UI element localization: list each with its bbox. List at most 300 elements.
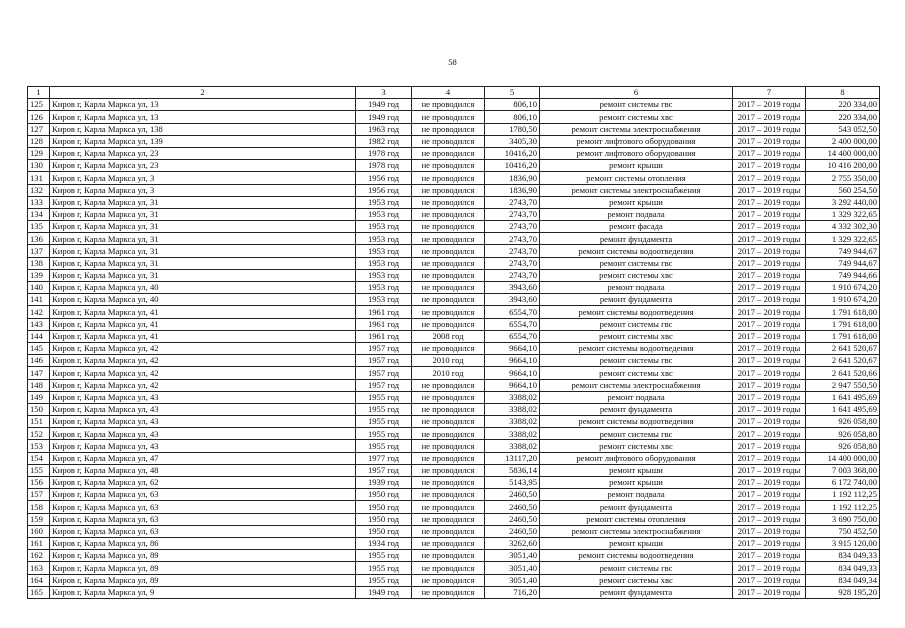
build-year-cell: 1978 год bbox=[356, 147, 412, 159]
area-cell: 3262,60 bbox=[485, 537, 540, 549]
cost-cell: 1 791 618,00 bbox=[806, 318, 880, 330]
table-row bbox=[28, 294, 880, 306]
cost-cell: 2 947 550,50 bbox=[806, 379, 880, 391]
last-repair-cell: не проводился bbox=[412, 111, 485, 123]
table-row bbox=[28, 233, 880, 245]
period-cell: 2017 – 2019 годы bbox=[733, 135, 806, 147]
period-cell: 2017 – 2019 годы bbox=[733, 586, 806, 598]
last-repair-cell: не проводился bbox=[412, 513, 485, 525]
last-repair-cell: не проводился bbox=[412, 257, 485, 269]
build-year-cell: 1953 год bbox=[356, 257, 412, 269]
table-body bbox=[28, 99, 880, 599]
table-row bbox=[28, 318, 880, 330]
table-row bbox=[28, 123, 880, 135]
last-repair-cell: не проводился bbox=[412, 196, 485, 208]
address-cell: Киров г, Карла Маркса ул, 89 bbox=[50, 562, 356, 574]
last-repair-cell: не проводился bbox=[412, 172, 485, 184]
area-cell: 3405,30 bbox=[485, 135, 540, 147]
build-year-cell: 1955 год bbox=[356, 574, 412, 586]
period-cell: 2017 – 2019 годы bbox=[733, 416, 806, 428]
table-row bbox=[28, 574, 880, 586]
row-number: 149 bbox=[28, 391, 50, 403]
build-year-cell: 1955 год bbox=[356, 403, 412, 415]
work-type-cell: ремонт фундамента bbox=[540, 586, 733, 598]
work-type-cell: ремонт системы хвс bbox=[540, 111, 733, 123]
build-year-cell: 1953 год bbox=[356, 245, 412, 257]
cost-cell: 6 172 740,00 bbox=[806, 477, 880, 489]
period-cell: 2017 – 2019 годы bbox=[733, 111, 806, 123]
address-cell: Киров г, Карла Маркса ул, 31 bbox=[50, 233, 356, 245]
work-type-cell: ремонт подвала bbox=[540, 208, 733, 220]
last-repair-cell: не проводился bbox=[412, 318, 485, 330]
cost-cell: 1 910 674,20 bbox=[806, 294, 880, 306]
area-cell: 6554,70 bbox=[485, 318, 540, 330]
cost-cell: 926 058,80 bbox=[806, 416, 880, 428]
area-cell: 2743,70 bbox=[485, 221, 540, 233]
address-cell: Киров г, Карла Маркса ул, 31 bbox=[50, 269, 356, 281]
last-repair-cell: не проводился bbox=[412, 221, 485, 233]
last-repair-cell: не проводился bbox=[412, 245, 485, 257]
build-year-cell: 1953 год bbox=[356, 282, 412, 294]
last-repair-cell: не проводился bbox=[412, 416, 485, 428]
table-row bbox=[28, 135, 880, 147]
build-year-cell: 1953 год bbox=[356, 208, 412, 220]
period-cell: 2017 – 2019 годы bbox=[733, 489, 806, 501]
work-type-cell: ремонт системы электроснабжения bbox=[540, 379, 733, 391]
period-cell: 2017 – 2019 годы bbox=[733, 172, 806, 184]
column-header: 5 bbox=[485, 87, 540, 99]
build-year-cell: 1961 год bbox=[356, 318, 412, 330]
cost-cell: 2 641 520,67 bbox=[806, 342, 880, 354]
cost-cell: 1 192 112,25 bbox=[806, 489, 880, 501]
work-type-cell: ремонт системы водоотведения bbox=[540, 306, 733, 318]
last-repair-cell: не проводился bbox=[412, 574, 485, 586]
period-cell: 2017 – 2019 годы bbox=[733, 269, 806, 281]
table-row bbox=[28, 306, 880, 318]
area-cell: 3388,02 bbox=[485, 403, 540, 415]
column-header: 6 bbox=[540, 87, 733, 99]
area-cell: 3388,02 bbox=[485, 416, 540, 428]
work-type-cell: ремонт системы хвс bbox=[540, 440, 733, 452]
cost-cell: 560 254,50 bbox=[806, 184, 880, 196]
row-number: 128 bbox=[28, 135, 50, 147]
table-row bbox=[28, 501, 880, 513]
last-repair-cell: не проводился bbox=[412, 379, 485, 391]
cost-cell: 1 641 495,69 bbox=[806, 391, 880, 403]
table-row bbox=[28, 221, 880, 233]
build-year-cell: 1957 год bbox=[356, 379, 412, 391]
work-type-cell: ремонт системы отопления bbox=[540, 513, 733, 525]
build-year-cell: 1977 год bbox=[356, 452, 412, 464]
address-cell: Киров г, Карла Маркса ул, 63 bbox=[50, 513, 356, 525]
area-cell: 10416,20 bbox=[485, 160, 540, 172]
address-cell: Киров г, Карла Маркса ул, 31 bbox=[50, 208, 356, 220]
cost-cell: 2 641 520,66 bbox=[806, 367, 880, 379]
row-number: 163 bbox=[28, 562, 50, 574]
period-cell: 2017 – 2019 годы bbox=[733, 221, 806, 233]
area-cell: 2460,50 bbox=[485, 501, 540, 513]
work-type-cell: ремонт лифтового оборудования bbox=[540, 147, 733, 159]
address-cell: Киров г, Карла Маркса ул, 63 bbox=[50, 501, 356, 513]
cost-cell: 14 400 000,00 bbox=[806, 147, 880, 159]
area-cell: 3388,02 bbox=[485, 440, 540, 452]
period-cell: 2017 – 2019 годы bbox=[733, 355, 806, 367]
address-cell: Киров г, Карла Маркса ул, 43 bbox=[50, 403, 356, 415]
row-number: 125 bbox=[28, 99, 50, 111]
area-cell: 3943,60 bbox=[485, 294, 540, 306]
last-repair-cell: не проводился bbox=[412, 269, 485, 281]
last-repair-cell: не проводился bbox=[412, 99, 485, 111]
cost-cell: 749 944,66 bbox=[806, 269, 880, 281]
area-cell: 2743,70 bbox=[485, 208, 540, 220]
address-cell: Киров г, Карла Маркса ул, 23 bbox=[50, 160, 356, 172]
row-number: 144 bbox=[28, 330, 50, 342]
last-repair-cell: не проводился bbox=[412, 562, 485, 574]
row-number: 133 bbox=[28, 196, 50, 208]
row-number: 139 bbox=[28, 269, 50, 281]
column-header: 3 bbox=[356, 87, 412, 99]
period-cell: 2017 – 2019 годы bbox=[733, 160, 806, 172]
period-cell: 2017 – 2019 годы bbox=[733, 318, 806, 330]
cost-cell: 926 058,80 bbox=[806, 428, 880, 440]
row-number: 148 bbox=[28, 379, 50, 391]
last-repair-cell: не проводился bbox=[412, 428, 485, 440]
row-number: 159 bbox=[28, 513, 50, 525]
row-number: 161 bbox=[28, 537, 50, 549]
period-cell: 2017 – 2019 годы bbox=[733, 282, 806, 294]
area-cell: 6554,70 bbox=[485, 306, 540, 318]
build-year-cell: 1956 год bbox=[356, 184, 412, 196]
area-cell: 2460,50 bbox=[485, 489, 540, 501]
row-number: 162 bbox=[28, 550, 50, 562]
cost-cell: 4 332 302,30 bbox=[806, 221, 880, 233]
work-type-cell: ремонт системы водоотведения bbox=[540, 245, 733, 257]
build-year-cell: 1953 год bbox=[356, 269, 412, 281]
area-cell: 3943,60 bbox=[485, 282, 540, 294]
table-row bbox=[28, 367, 880, 379]
address-cell: Киров г, Карла Маркса ул, 41 bbox=[50, 330, 356, 342]
cost-cell: 7 003 368,00 bbox=[806, 464, 880, 476]
row-number: 126 bbox=[28, 111, 50, 123]
period-cell: 2017 – 2019 годы bbox=[733, 440, 806, 452]
area-cell: 9664,10 bbox=[485, 355, 540, 367]
last-repair-cell: не проводился bbox=[412, 208, 485, 220]
area-cell: 13117,20 bbox=[485, 452, 540, 464]
last-repair-cell: не проводился bbox=[412, 452, 485, 464]
period-cell: 2017 – 2019 годы bbox=[733, 501, 806, 513]
build-year-cell: 1949 год bbox=[356, 111, 412, 123]
cost-cell: 3 690 750,00 bbox=[806, 513, 880, 525]
cost-cell: 220 334,00 bbox=[806, 111, 880, 123]
area-cell: 2460,50 bbox=[485, 513, 540, 525]
period-cell: 2017 – 2019 годы bbox=[733, 257, 806, 269]
area-cell: 3388,02 bbox=[485, 428, 540, 440]
build-year-cell: 1955 год bbox=[356, 562, 412, 574]
cost-cell: 749 944,67 bbox=[806, 257, 880, 269]
build-year-cell: 1949 год bbox=[356, 99, 412, 111]
cost-cell: 749 944,67 bbox=[806, 245, 880, 257]
address-cell: Киров г, Карла Маркса ул, 9 bbox=[50, 586, 356, 598]
build-year-cell: 1950 год bbox=[356, 513, 412, 525]
address-cell: Киров г, Карла Маркса ул, 89 bbox=[50, 574, 356, 586]
row-number: 157 bbox=[28, 489, 50, 501]
cost-cell: 3 915 120,00 bbox=[806, 537, 880, 549]
work-type-cell: ремонт системы электроснабжения bbox=[540, 184, 733, 196]
table-row bbox=[28, 489, 880, 501]
row-number: 143 bbox=[28, 318, 50, 330]
table-row bbox=[28, 282, 880, 294]
build-year-cell: 1978 год bbox=[356, 160, 412, 172]
work-type-cell: ремонт фундамента bbox=[540, 501, 733, 513]
build-year-cell: 1957 год bbox=[356, 464, 412, 476]
table-row bbox=[28, 330, 880, 342]
address-cell: Киров г, Карла Маркса ул, 48 bbox=[50, 464, 356, 476]
last-repair-cell: не проводился bbox=[412, 233, 485, 245]
last-repair-cell: не проводился bbox=[412, 184, 485, 196]
address-cell: Киров г, Карла Маркса ул, 40 bbox=[50, 282, 356, 294]
table-row bbox=[28, 391, 880, 403]
table-row bbox=[28, 111, 880, 123]
row-number: 135 bbox=[28, 221, 50, 233]
work-type-cell: ремонт системы хвс bbox=[540, 574, 733, 586]
period-cell: 2017 – 2019 годы bbox=[733, 477, 806, 489]
address-cell: Киров г, Карла Маркса ул, 13 bbox=[50, 111, 356, 123]
period-cell: 2017 – 2019 годы bbox=[733, 294, 806, 306]
table-row bbox=[28, 257, 880, 269]
period-cell: 2017 – 2019 годы bbox=[733, 245, 806, 257]
area-cell: 3051,40 bbox=[485, 574, 540, 586]
last-repair-cell: не проводился bbox=[412, 537, 485, 549]
table-row bbox=[28, 452, 880, 464]
address-cell: Киров г, Карла Маркса ул, 89 bbox=[50, 550, 356, 562]
page-number: 58 bbox=[448, 57, 457, 67]
build-year-cell: 1939 год bbox=[356, 477, 412, 489]
build-year-cell: 1957 год bbox=[356, 355, 412, 367]
row-number: 141 bbox=[28, 294, 50, 306]
row-number: 136 bbox=[28, 233, 50, 245]
build-year-cell: 1953 год bbox=[356, 233, 412, 245]
build-year-cell: 1953 год bbox=[356, 221, 412, 233]
column-header: 8 bbox=[806, 87, 880, 99]
area-cell: 1836,90 bbox=[485, 172, 540, 184]
work-type-cell: ремонт системы водоотведения bbox=[540, 416, 733, 428]
cost-cell: 2 755 350,00 bbox=[806, 172, 880, 184]
work-type-cell: ремонт подвала bbox=[540, 282, 733, 294]
address-cell: Киров г, Карла Маркса ул, 47 bbox=[50, 452, 356, 464]
row-number: 164 bbox=[28, 574, 50, 586]
last-repair-cell: не проводился bbox=[412, 489, 485, 501]
address-cell: Киров г, Карла Маркса ул, 41 bbox=[50, 318, 356, 330]
work-type-cell: ремонт фундамента bbox=[540, 403, 733, 415]
table-row bbox=[28, 513, 880, 525]
table-row bbox=[28, 184, 880, 196]
address-cell: Киров г, Карла Маркса ул, 42 bbox=[50, 355, 356, 367]
period-cell: 2017 – 2019 годы bbox=[733, 391, 806, 403]
area-cell: 2743,70 bbox=[485, 233, 540, 245]
period-cell: 2017 – 2019 годы bbox=[733, 184, 806, 196]
row-number: 150 bbox=[28, 403, 50, 415]
last-repair-cell: не проводился bbox=[412, 391, 485, 403]
build-year-cell: 1955 год bbox=[356, 440, 412, 452]
row-number: 142 bbox=[28, 306, 50, 318]
period-cell: 2017 – 2019 годы bbox=[733, 452, 806, 464]
period-cell: 2017 – 2019 годы bbox=[733, 550, 806, 562]
address-cell: Киров г, Карла Маркса ул, 40 bbox=[50, 294, 356, 306]
address-cell: Киров г, Карла Маркса ул, 86 bbox=[50, 537, 356, 549]
area-cell: 9664,10 bbox=[485, 342, 540, 354]
work-type-cell: ремонт подвала bbox=[540, 391, 733, 403]
build-year-cell: 1957 год bbox=[356, 367, 412, 379]
period-cell: 2017 – 2019 годы bbox=[733, 123, 806, 135]
period-cell: 2017 – 2019 годы bbox=[733, 330, 806, 342]
build-year-cell: 1957 год bbox=[356, 342, 412, 354]
area-cell: 1780,50 bbox=[485, 123, 540, 135]
row-number: 165 bbox=[28, 586, 50, 598]
work-type-cell: ремонт крыши bbox=[540, 477, 733, 489]
cost-cell: 750 452,50 bbox=[806, 525, 880, 537]
build-year-cell: 1953 год bbox=[356, 294, 412, 306]
work-type-cell: ремонт лифтового оборудования bbox=[540, 135, 733, 147]
address-cell: Киров г, Карла Маркса ул, 42 bbox=[50, 379, 356, 391]
cost-cell: 1 329 322,65 bbox=[806, 208, 880, 220]
area-cell: 1836,90 bbox=[485, 184, 540, 196]
work-type-cell: ремонт фундамента bbox=[540, 233, 733, 245]
work-type-cell: ремонт системы гвс bbox=[540, 257, 733, 269]
last-repair-cell: не проводился bbox=[412, 123, 485, 135]
row-number: 155 bbox=[28, 464, 50, 476]
period-cell: 2017 – 2019 годы bbox=[733, 379, 806, 391]
address-cell: Киров г, Карла Маркса ул, 41 bbox=[50, 306, 356, 318]
table-row bbox=[28, 416, 880, 428]
row-number: 138 bbox=[28, 257, 50, 269]
row-number: 152 bbox=[28, 428, 50, 440]
area-cell: 2743,70 bbox=[485, 245, 540, 257]
build-year-cell: 1956 год bbox=[356, 172, 412, 184]
area-cell: 9664,10 bbox=[485, 379, 540, 391]
cost-cell: 928 195,20 bbox=[806, 586, 880, 598]
cost-cell: 543 052,50 bbox=[806, 123, 880, 135]
period-cell: 2017 – 2019 годы bbox=[733, 537, 806, 549]
table-row bbox=[28, 147, 880, 159]
period-cell: 2017 – 2019 годы bbox=[733, 233, 806, 245]
table-row bbox=[28, 403, 880, 415]
cost-cell: 834 049,33 bbox=[806, 562, 880, 574]
last-repair-cell: не проводился bbox=[412, 135, 485, 147]
row-number: 134 bbox=[28, 208, 50, 220]
build-year-cell: 1955 год bbox=[356, 550, 412, 562]
period-cell: 2017 – 2019 годы bbox=[733, 147, 806, 159]
work-type-cell: ремонт фасада bbox=[540, 221, 733, 233]
cost-cell: 1 791 618,00 bbox=[806, 330, 880, 342]
last-repair-cell: не проводился bbox=[412, 147, 485, 159]
address-cell: Киров г, Карла Маркса ул, 31 bbox=[50, 221, 356, 233]
address-cell: Киров г, Карла Маркса ул, 3 bbox=[50, 172, 356, 184]
period-cell: 2017 – 2019 годы bbox=[733, 428, 806, 440]
area-cell: 9664,10 bbox=[485, 367, 540, 379]
work-type-cell: ремонт крыши bbox=[540, 464, 733, 476]
cost-cell: 2 641 520,67 bbox=[806, 355, 880, 367]
area-cell: 716,20 bbox=[485, 586, 540, 598]
cost-cell: 926 058,80 bbox=[806, 440, 880, 452]
cost-cell: 220 334,00 bbox=[806, 99, 880, 111]
column-header: 2 bbox=[50, 87, 356, 99]
last-repair-cell: не проводился bbox=[412, 586, 485, 598]
row-number: 151 bbox=[28, 416, 50, 428]
period-cell: 2017 – 2019 годы bbox=[733, 403, 806, 415]
cost-cell: 1 192 112,25 bbox=[806, 501, 880, 513]
row-number: 127 bbox=[28, 123, 50, 135]
build-year-cell: 1950 год bbox=[356, 525, 412, 537]
work-type-cell: ремонт системы гвс bbox=[540, 318, 733, 330]
work-type-cell: ремонт системы отопления bbox=[540, 172, 733, 184]
row-number: 131 bbox=[28, 172, 50, 184]
work-type-cell: ремонт системы хвс bbox=[540, 330, 733, 342]
row-number: 146 bbox=[28, 355, 50, 367]
column-header: 7 bbox=[733, 87, 806, 99]
cost-cell: 834 049,33 bbox=[806, 550, 880, 562]
last-repair-cell: не проводился bbox=[412, 282, 485, 294]
table-row bbox=[28, 586, 880, 598]
build-year-cell: 1953 год bbox=[356, 196, 412, 208]
address-cell: Киров г, Карла Маркса ул, 43 bbox=[50, 440, 356, 452]
build-year-cell: 1961 год bbox=[356, 330, 412, 342]
row-number: 153 bbox=[28, 440, 50, 452]
cost-cell: 2 400 000,00 bbox=[806, 135, 880, 147]
row-number: 158 bbox=[28, 501, 50, 513]
table-row bbox=[28, 537, 880, 549]
last-repair-cell: не проводился bbox=[412, 550, 485, 562]
address-cell: Киров г, Карла Маркса ул, 23 bbox=[50, 147, 356, 159]
address-cell: Киров г, Карла Маркса ул, 31 bbox=[50, 257, 356, 269]
work-type-cell: ремонт системы водоотведения bbox=[540, 550, 733, 562]
last-repair-cell: не проводился bbox=[412, 501, 485, 513]
work-type-cell: ремонт фундамента bbox=[540, 294, 733, 306]
row-number: 132 bbox=[28, 184, 50, 196]
address-cell: Киров г, Карла Маркса ул, 13 bbox=[50, 99, 356, 111]
table-row bbox=[28, 208, 880, 220]
period-cell: 2017 – 2019 годы bbox=[733, 367, 806, 379]
area-cell: 3388,02 bbox=[485, 391, 540, 403]
build-year-cell: 1963 год bbox=[356, 123, 412, 135]
row-number: 154 bbox=[28, 452, 50, 464]
table-row bbox=[28, 379, 880, 391]
table-row bbox=[28, 342, 880, 354]
period-cell: 2017 – 2019 годы bbox=[733, 208, 806, 220]
table-row bbox=[28, 550, 880, 562]
last-repair-cell: не проводился bbox=[412, 525, 485, 537]
area-cell: 10416,20 bbox=[485, 147, 540, 159]
address-cell: Киров г, Карла Маркса ул, 43 bbox=[50, 416, 356, 428]
table-row bbox=[28, 99, 880, 111]
work-type-cell: ремонт крыши bbox=[540, 160, 733, 172]
row-number: 147 bbox=[28, 367, 50, 379]
work-type-cell: ремонт крыши bbox=[540, 537, 733, 549]
address-cell: Киров г, Карла Маркса ул, 31 bbox=[50, 196, 356, 208]
period-cell: 2017 – 2019 годы bbox=[733, 464, 806, 476]
last-repair-cell: 2010 год bbox=[412, 355, 485, 367]
address-cell: Киров г, Карла Маркса ул, 138 bbox=[50, 123, 356, 135]
period-cell: 2017 – 2019 годы bbox=[733, 196, 806, 208]
last-repair-cell: не проводился bbox=[412, 403, 485, 415]
address-cell: Киров г, Карла Маркса ул, 43 bbox=[50, 391, 356, 403]
cost-cell: 10 416 200,00 bbox=[806, 160, 880, 172]
area-cell: 2743,70 bbox=[485, 257, 540, 269]
last-repair-cell: не проводился bbox=[412, 342, 485, 354]
period-cell: 2017 – 2019 годы bbox=[733, 513, 806, 525]
table-row bbox=[28, 172, 880, 184]
period-cell: 2017 – 2019 годы bbox=[733, 574, 806, 586]
work-type-cell: ремонт системы хвс bbox=[540, 269, 733, 281]
